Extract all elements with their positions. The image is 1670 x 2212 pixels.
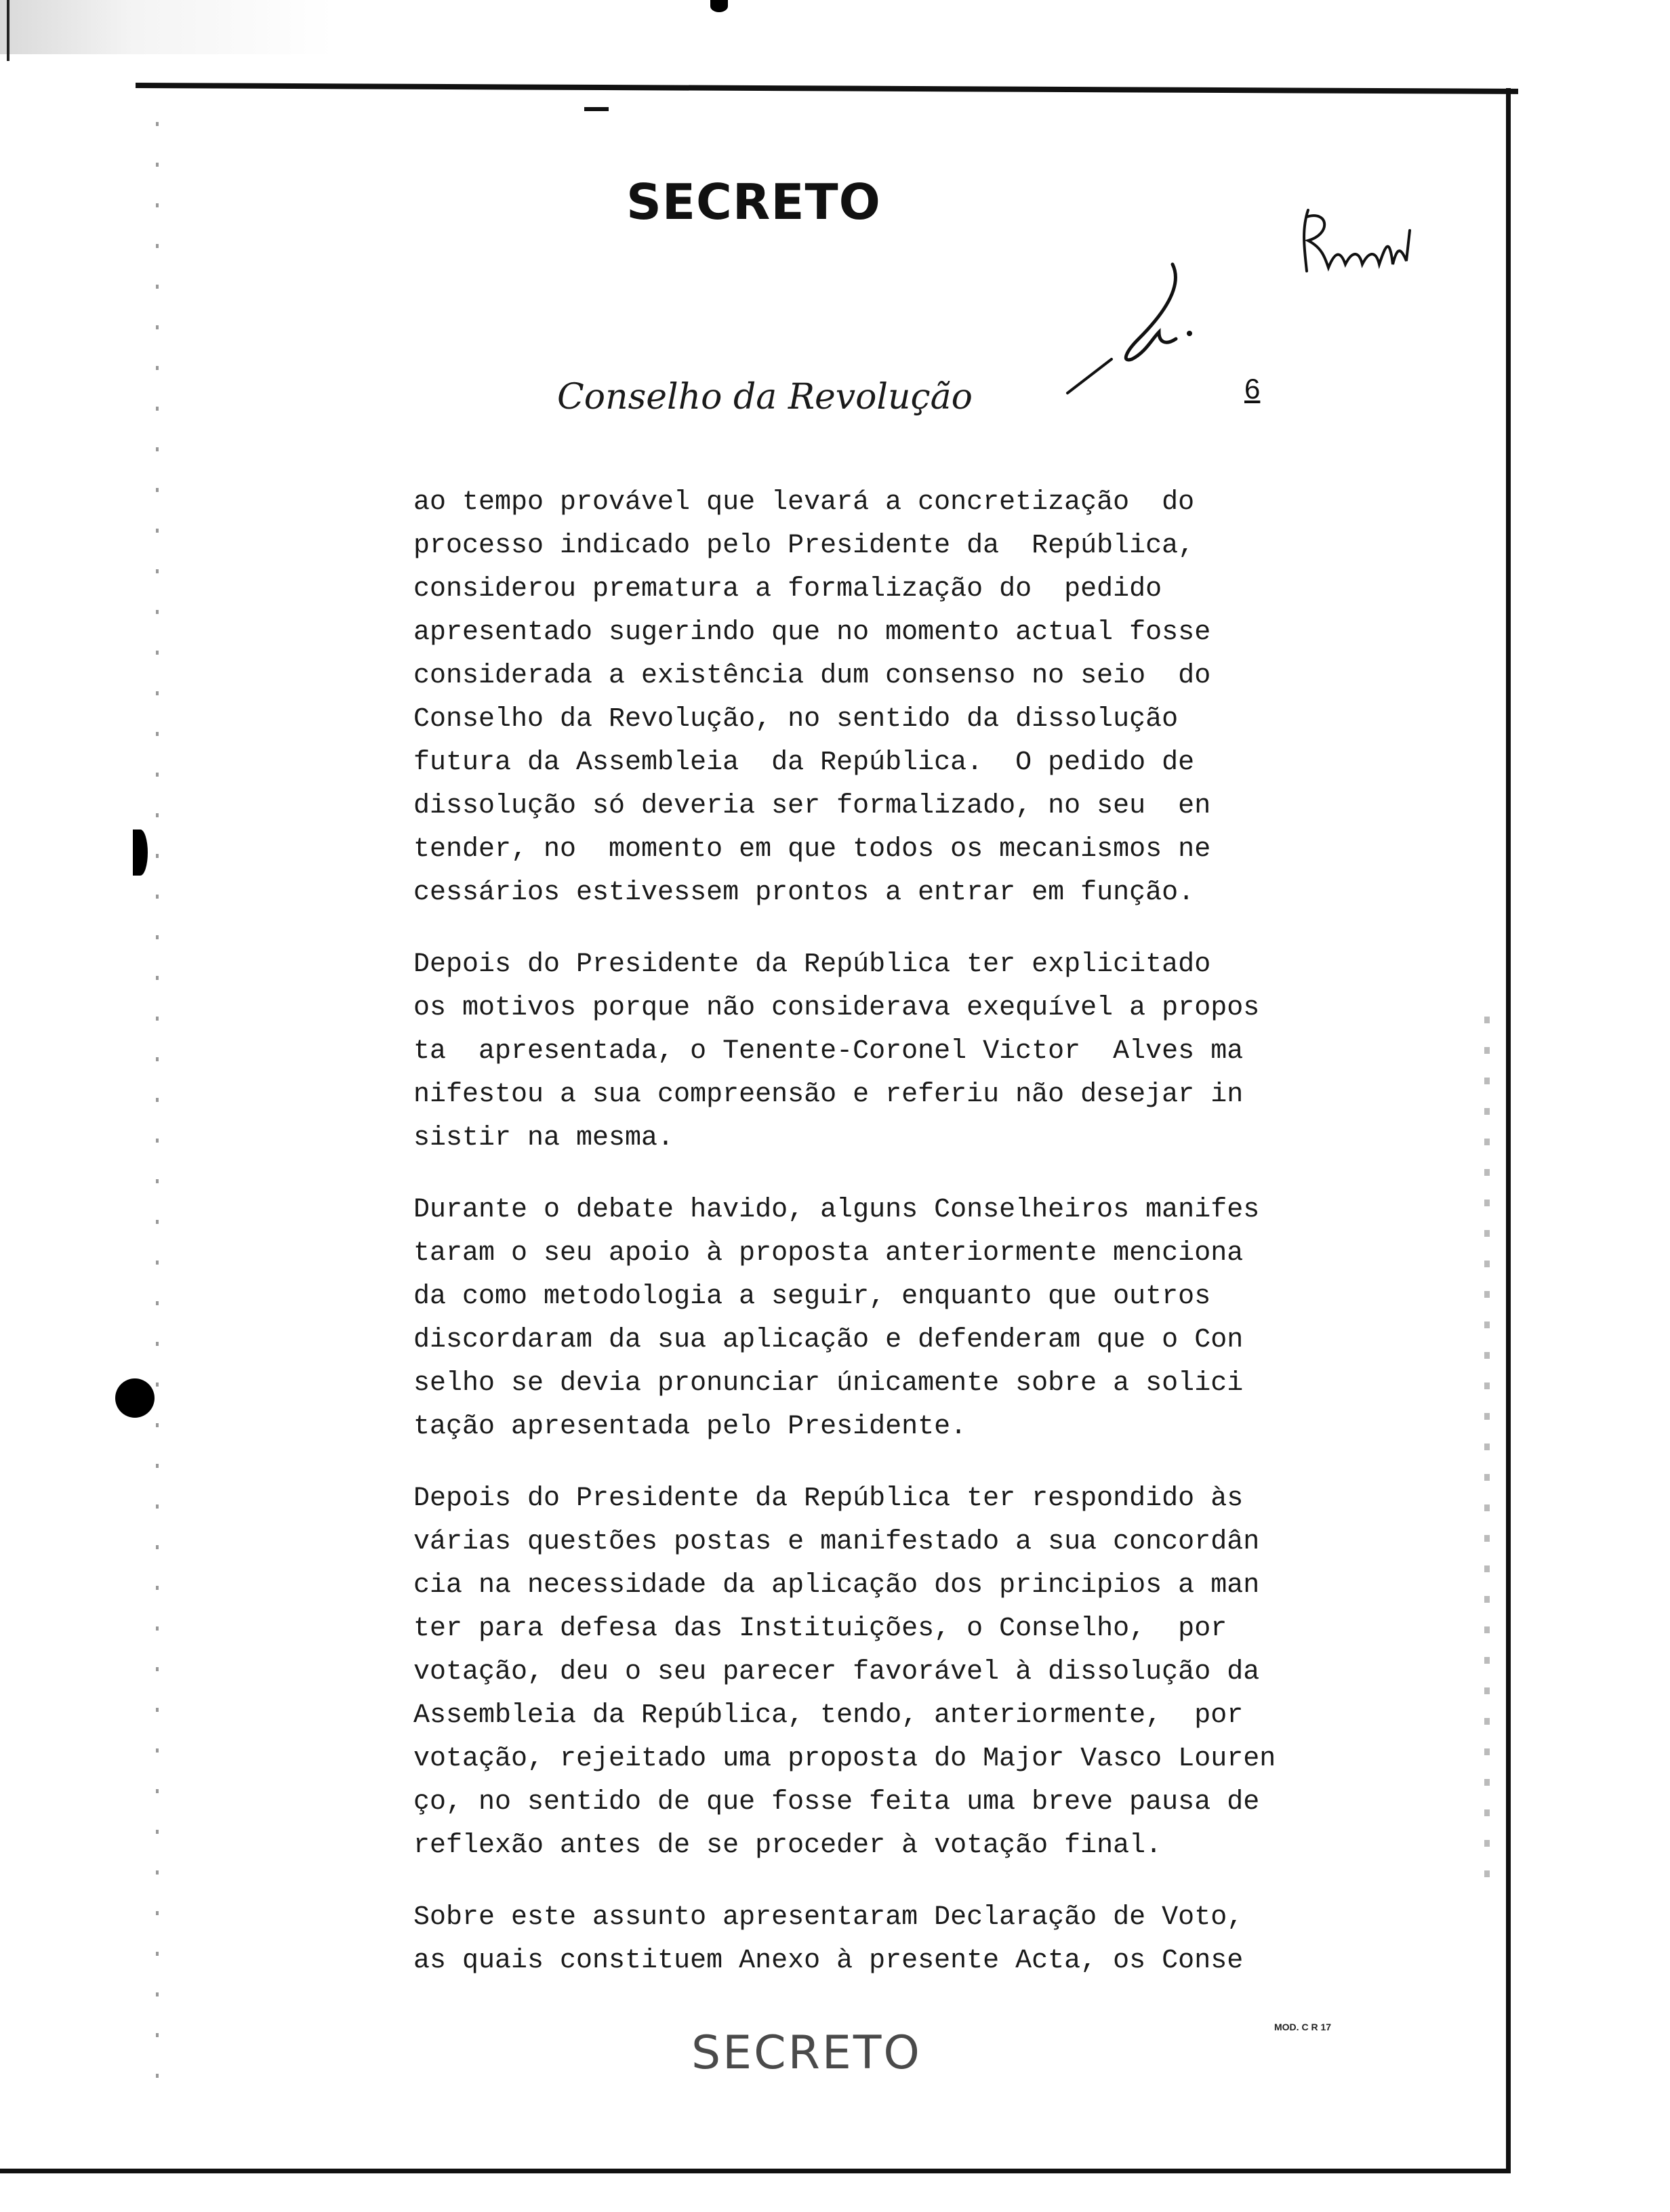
text-line: tação apresentada pelo Presidente. <box>413 1412 967 1442</box>
text-line: sistir na mesma. <box>413 1123 674 1153</box>
paragraph <box>413 1477 1376 1868</box>
text-line: cia na necessidade da aplicação dos principios a man <box>413 1570 1260 1601</box>
text-line: Assembleia da República, tendo, anteriormente, por <box>413 1700 1244 1731</box>
handwritten-signature <box>1288 203 1423 298</box>
text-line: da como metodologia a seguir, enquanto que outros <box>413 1282 1211 1312</box>
text-line: tender, no momento em que todos os mecanismos ne <box>413 834 1211 865</box>
text-line: Depois do Presidente da República ter respondido às <box>413 1483 1244 1514</box>
ink-mark <box>584 107 609 111</box>
document-body <box>413 481 1376 2011</box>
paragraph <box>413 481 1376 915</box>
text-line: apresentado sugerindo que no momento actual fosse <box>413 617 1211 648</box>
text-line: várias questões postas e manifestado a sua concordân <box>413 1527 1260 1557</box>
text-line: discordaram da sua aplicação e defenderam que o Con <box>413 1325 1244 1355</box>
classification-stamp-top: SECRETO <box>626 173 881 230</box>
margin-specks-right <box>1484 1017 1490 1898</box>
text-line: Depois do Presidente da República ter explicitado <box>413 949 1211 980</box>
page-number: 6 <box>1244 373 1261 405</box>
text-line: ço, no sentido de que fosse feita uma breve pausa de <box>413 1787 1260 1818</box>
text-line: votação, deu o seu parecer favorável à dissolução da <box>413 1657 1260 1687</box>
text-line: nifestou a sua compreensão e referiu não desejar in <box>413 1080 1244 1110</box>
scan-edge <box>0 0 1670 54</box>
margin-specks <box>156 122 159 2087</box>
text-line: as quais constituem Anexo à presente Acta, os Conse <box>413 1946 1244 1976</box>
text-line: ao tempo provável que levará a concretização do <box>413 487 1195 518</box>
ink-blot <box>710 0 728 12</box>
text-line: selho se devia pronunciar únicamente sobre a solici <box>413 1368 1244 1399</box>
text-line: considerou prematura a formalização do pedido <box>413 574 1162 605</box>
punch-hole-lower <box>115 1378 155 1418</box>
page-frame-bottom <box>0 2169 1511 2173</box>
paragraph <box>413 943 1376 1160</box>
text-line: Durante o debate havido, alguns Conselheiros manifes <box>413 1195 1260 1225</box>
text-line: processo indicado pelo Presidente da República, <box>413 531 1195 561</box>
paragraph <box>413 1896 1376 1983</box>
punch-hole-upper <box>133 830 148 876</box>
text-line: Sobre este assunto apresentaram Declaração de Voto, <box>413 1902 1244 1933</box>
text-line: taram o seu apoio à proposta anteriormente menciona <box>413 1238 1244 1269</box>
page-frame-right <box>1506 88 1511 2172</box>
text-line: considerada a existência dum consenso no seio do <box>413 661 1211 691</box>
form-code: MOD. C R 17 <box>1274 2022 1332 2032</box>
handwritten-initials <box>1057 258 1213 413</box>
paragraph <box>413 1189 1376 1449</box>
text-line: futura da Assembleia da República. O pedido de <box>413 747 1195 778</box>
text-line: dissolução só deveria ser formalizado, no seu en <box>413 791 1211 821</box>
text-line: ta apresentada, o Tenente-Coronel Victor Alves ma <box>413 1036 1244 1067</box>
scan-artifact <box>7 0 9 61</box>
page-frame-top <box>136 83 1518 94</box>
classification-stamp-bottom: SECRETO <box>691 2026 922 2080</box>
text-line: reflexão antes de se proceder à votação final. <box>413 1830 1162 1861</box>
letterhead-title: Conselho da Revolução <box>557 377 973 417</box>
text-line: cessários estivessem prontos a entrar em função. <box>413 878 1195 908</box>
text-line: ter para defesa das Instituições, o Conselho, por <box>413 1614 1227 1644</box>
text-line: votação, rejeitado uma proposta do Major Vasco Louren <box>413 1744 1276 1774</box>
text-line: os motivos porque não considerava exequível a propos <box>413 993 1260 1023</box>
text-line: Conselho da Revolução, no sentido da dissolução <box>413 704 1179 735</box>
